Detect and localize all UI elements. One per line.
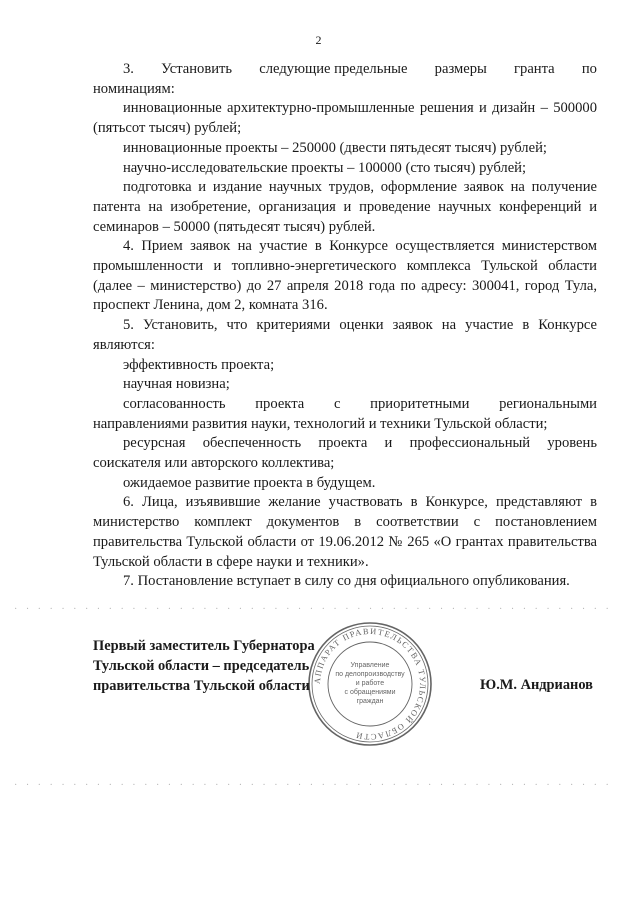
alignment-word: с [333,395,341,412]
paragraph-3-second-line: номинациям: [93,80,175,97]
stamp-ring-textpath: АППАРАТ ПРАВИТЕЛЬСТВА ТУЛЬСКОЙ ОБЛАСТИ [312,626,428,742]
p3-word: гранта [514,61,555,77]
stamp-center-line: граждан [356,698,384,705]
grant-item-publications: подготовка и издание научных трудов, оформление заявок на получение патента на изобретение, организация и проведение научных конференций и семинаров – 50000 (пятьдесят тысяч) рублей. [93,179,597,235]
p3-word: по [581,61,597,77]
criterion-alignment-second-line: направлениями развития науки, технологий и техники Тульской области; [93,415,548,432]
stamp-center-line: и работе [355,680,385,687]
page-number: 2 [315,33,322,47]
paragraph-5: 5. Установить, что критериями оценки заявок на участие в Конкурсе являются: [93,317,597,353]
p3-word: 3. [123,61,134,77]
signatory-title-line: Первый заместитель Губернатора [93,638,315,654]
p3-word: следующие предельные [259,61,408,77]
criterion-novelty: научная новизна; [123,376,230,393]
paragraph-4: 4. Прием заявок на участие в Конкурсе осуществляется министерством промышленности и топливно-энергетического комплекса Тульской области (далее – министерство) до 27 апреля 2018 года по адресу: 300041, город Тула, проспект Ленина, дом 2, комната 316. [93,238,597,314]
official-stamp [306,620,434,748]
paragraph-6: 6. Лица, изъявившие желание участвовать в Конкурсе, представляют в министерство комплект документов в соответствии с постановлением правительства Тульской области от 19.06.2012 № 265 «О грантах правительства Тульской области в сфере науки и техники». [93,494,597,570]
signatory-name: Ю.М. Андрианов [480,677,593,693]
scan-dots: · · · · · · · · · · · · · · · · · · · · · · · · · · · · · · · · · · · · · · · · · · · · · · · · · · · [14,780,612,791]
grant-item-architecture: инновационные архитектурно-промышленные решения и дизайн – 500000 (пятьсот тысяч) рублей; [93,100,597,137]
grant-item-innovation: инновационные проекты – 250000 (двести пятьдесят тысяч) рублей; [123,139,547,156]
paragraph-3-first-line [93,60,597,80]
alignment-word: приоритетными [370,395,470,412]
alignment-word: согласованность [123,395,226,412]
signatory-title-line: Тульской области – председатель [93,658,310,674]
stamp-center-line: Управление [350,662,390,669]
stamp-center-line: по делопроизводству [335,671,405,678]
signatory-title [93,636,315,696]
p3-word: размеры [434,61,487,77]
stamp-center-line: с обращениями [344,689,396,696]
alignment-word: региональными [499,395,597,412]
p3-word: Установить [161,61,233,77]
criterion-resources: ресурсная обеспеченность проекта и профессиональный уровень соискателя или авторского коллектива; [93,435,597,472]
grant-item-research: научно-исследовательские проекты – 100000 (сто тысяч) рублей; [123,159,527,176]
signatory-title-line: правительства Тульской области [93,678,310,694]
paragraph-7: 7. Постановление вступает в силу со дня официального опубликования. [123,573,570,590]
criterion-alignment-first-line [93,395,597,415]
document-body [93,60,597,592]
criterion-efficiency: эффективность проекта; [123,356,275,373]
criterion-future-development: ожидаемое развитие проекта в будущем. [123,474,376,491]
alignment-word: проекта [255,395,305,412]
scan-dots: · · · · · · · · · · · · · · · · · · · · · · · · · · · · · · · · · · · · · · · · · · · · · · · · · · · [14,604,612,615]
